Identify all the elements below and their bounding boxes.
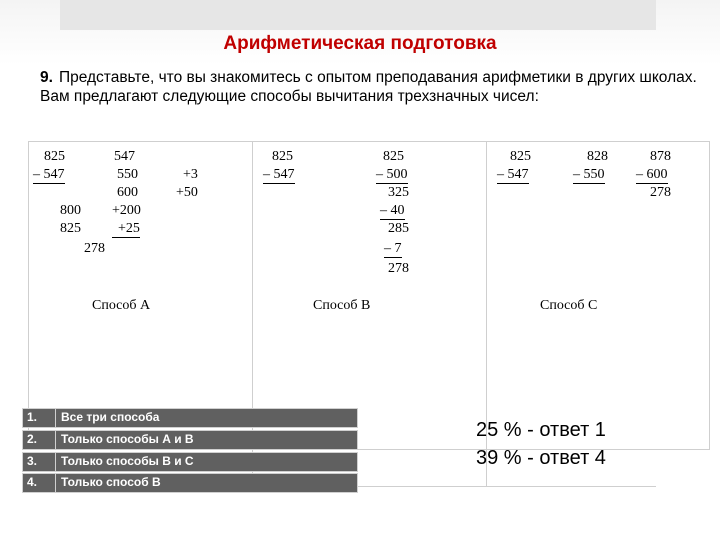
method-b-sub2: – 40 xyxy=(380,203,405,218)
method-c-step1-subtrahend: – 550 xyxy=(573,167,605,182)
top-banner xyxy=(60,0,656,30)
answer-option-4 xyxy=(22,473,358,493)
answer-option-2 xyxy=(22,430,358,450)
method-a-add1: +3 xyxy=(183,167,198,182)
option-text: Только способ В xyxy=(61,475,161,489)
question-number: 9. xyxy=(40,69,53,86)
answer-option-1 xyxy=(22,408,358,428)
option-text: Все три способа xyxy=(61,410,160,424)
method-a-subtrahend: – 547 xyxy=(33,167,65,182)
method-c-step1-minuend: 828 xyxy=(587,149,608,164)
method-c-subtrahend: – 547 xyxy=(497,167,529,182)
method-b-result: 278 xyxy=(388,261,409,276)
slide-title: Арифметическая подготовка xyxy=(223,33,497,54)
option-number: 2. xyxy=(27,432,38,446)
result-line-1: 25 % - ответ 1 xyxy=(476,419,606,441)
option-number: 4. xyxy=(27,475,38,489)
method-a-result: 278 xyxy=(84,241,105,256)
method-a-start: 547 xyxy=(114,149,135,164)
method-a-step3: 800 xyxy=(60,203,81,218)
question xyxy=(40,68,700,106)
method-b-subtrahend: – 547 xyxy=(263,167,295,182)
method-c-minuend: 825 xyxy=(510,149,531,164)
method-c-step2-subtrahend: – 600 xyxy=(636,167,668,182)
option-text: Только способы А и В xyxy=(61,432,194,446)
method-a-minuend: 825 xyxy=(44,149,65,164)
method-b-sub1: – 500 xyxy=(376,167,408,182)
method-c-step2-minuend: 878 xyxy=(650,149,671,164)
method-a-label: Способ А xyxy=(92,298,151,313)
question-text: Представьте, что вы знакомитесь с опытом преподавания арифметики в других школах. Вам предлагают следующие способы вычитания трехзначных чисел: xyxy=(40,69,697,105)
method-c-result: 278 xyxy=(650,185,671,200)
method-b-label: Способ В xyxy=(313,298,371,313)
method-b-start: 825 xyxy=(383,149,404,164)
method-b-minuend: 825 xyxy=(272,149,293,164)
method-b-sub3: – 7 xyxy=(384,241,402,256)
method-a-add2: +50 xyxy=(176,185,198,200)
method-b-step2: 285 xyxy=(388,221,409,236)
method-a-add3: +200 xyxy=(112,203,141,218)
option-number: 1. xyxy=(27,410,38,424)
method-c-label: Способ С xyxy=(540,298,598,313)
method-a-step2: 600 xyxy=(117,185,138,200)
method-a-step4: 825 xyxy=(60,221,81,236)
method-a-add4: +25 xyxy=(112,221,140,238)
option-number: 3. xyxy=(27,454,38,468)
method-b-step1: 325 xyxy=(388,185,409,200)
result-line-2: 39 % - ответ 4 xyxy=(476,447,606,469)
option-text: Только способы В и С xyxy=(61,454,194,468)
answer-option-3 xyxy=(22,452,358,472)
method-a-step1: 550 xyxy=(117,167,138,182)
